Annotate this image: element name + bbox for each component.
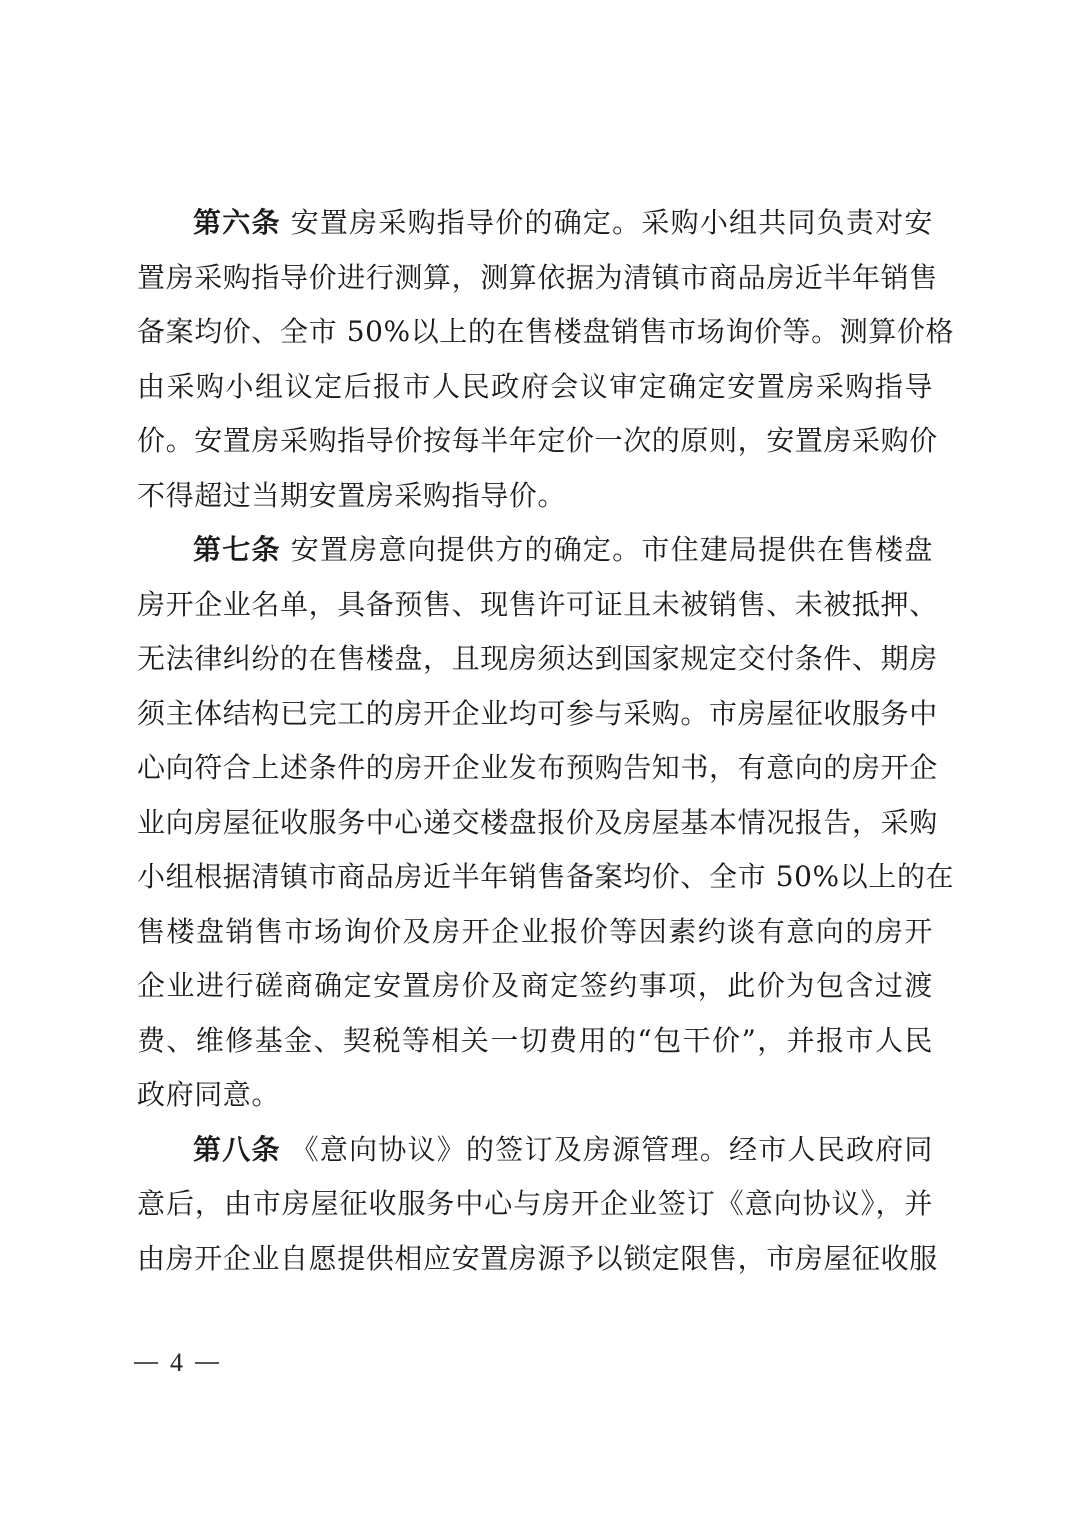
document-body — [137, 196, 955, 1286]
right-dash-decoration — [195, 1362, 219, 1364]
article-8-title: 第八条 — [193, 1132, 281, 1166]
article-6-line-1 — [137, 196, 933, 251]
article-6-line-6: 不得超过当期安置房采购指导价。 — [137, 478, 567, 512]
article-7-line-7: 小组根据清镇市商品房近半年销售备案均价、全市 50%以上的在 — [137, 860, 955, 893]
article-7-line-10: 费、维修基金、契税等相关一切费用的“包干价”，并报市人民 — [137, 1023, 933, 1057]
page-footer — [134, 1348, 219, 1378]
article-8 — [137, 1123, 938, 1287]
article-7-line-5: 心向符合上述条件的房开企业发布预购告知书，有意向的房开企 — [137, 751, 938, 784]
article-7-line-3: 无法律纠纷的在售楼盘，且现房须达到国家规定交付条件、期房 — [137, 642, 938, 675]
article-7-line-11: 政府同意。 — [137, 1078, 281, 1111]
article-8-line-3: 由房开企业自愿提供相应安置房源予以锁定限售，市房屋征收服 — [137, 1241, 938, 1275]
article-7-line-6: 业向房屋征收服务中心递交楼盘报价及房屋基本情况报告，采购 — [137, 805, 938, 839]
article-7-line-4: 须主体结构已完工的房开企业均可参与采购。市房屋征收服务中 — [137, 696, 938, 730]
article-7-text: 安置房意向提供方的确定。市住建局提供在售楼盘 — [290, 533, 934, 566]
article-8-line-1 — [137, 1123, 933, 1178]
article-7-line-2: 房开企业名单，具备预售、现售许可证且未被销售、未被抵押、 — [137, 587, 938, 621]
left-dash-decoration — [134, 1362, 158, 1364]
article-6-text: 安置房采购指导价的确定。采购小组共同负责对安 — [290, 206, 934, 239]
article-6-line-2: 置房采购指导价进行测算，测算依据为清镇市商品房近半年销售 — [137, 260, 938, 294]
article-6-title: 第六条 — [193, 206, 281, 239]
article-7-line-9: 企业进行磋商确定安置房价及商定签约事项，此价为包含过渡 — [137, 969, 933, 1002]
article-8-text: 《意向协议》的签订及房源管理。经市人民政府同 — [290, 1132, 934, 1166]
article-7-line-1 — [137, 523, 933, 578]
article-7-title: 第七条 — [193, 533, 281, 566]
article-8-line-2: 意后，由市房屋征收服务中心与房开企业签订《意向协议》，并 — [137, 1187, 933, 1220]
article-6-line-4: 由采购小组议定后报市人民政府会议审定确定安置房采购指导 — [137, 369, 933, 403]
article-6-line-5: 价。安置房采购指导价按每半年定价一次的原则，安置房采购价 — [137, 424, 938, 457]
page-number: 4 — [170, 1348, 183, 1377]
article-7 — [137, 523, 955, 1123]
article-7-line-8: 售楼盘销售市场询价及房开企业报价等因素约谈有意向的房开 — [137, 914, 933, 948]
article-6 — [137, 196, 955, 523]
article-6-line-3: 备案均价、全市 50%以上的在售楼盘销售市场询价等。测算价格 — [137, 315, 955, 348]
